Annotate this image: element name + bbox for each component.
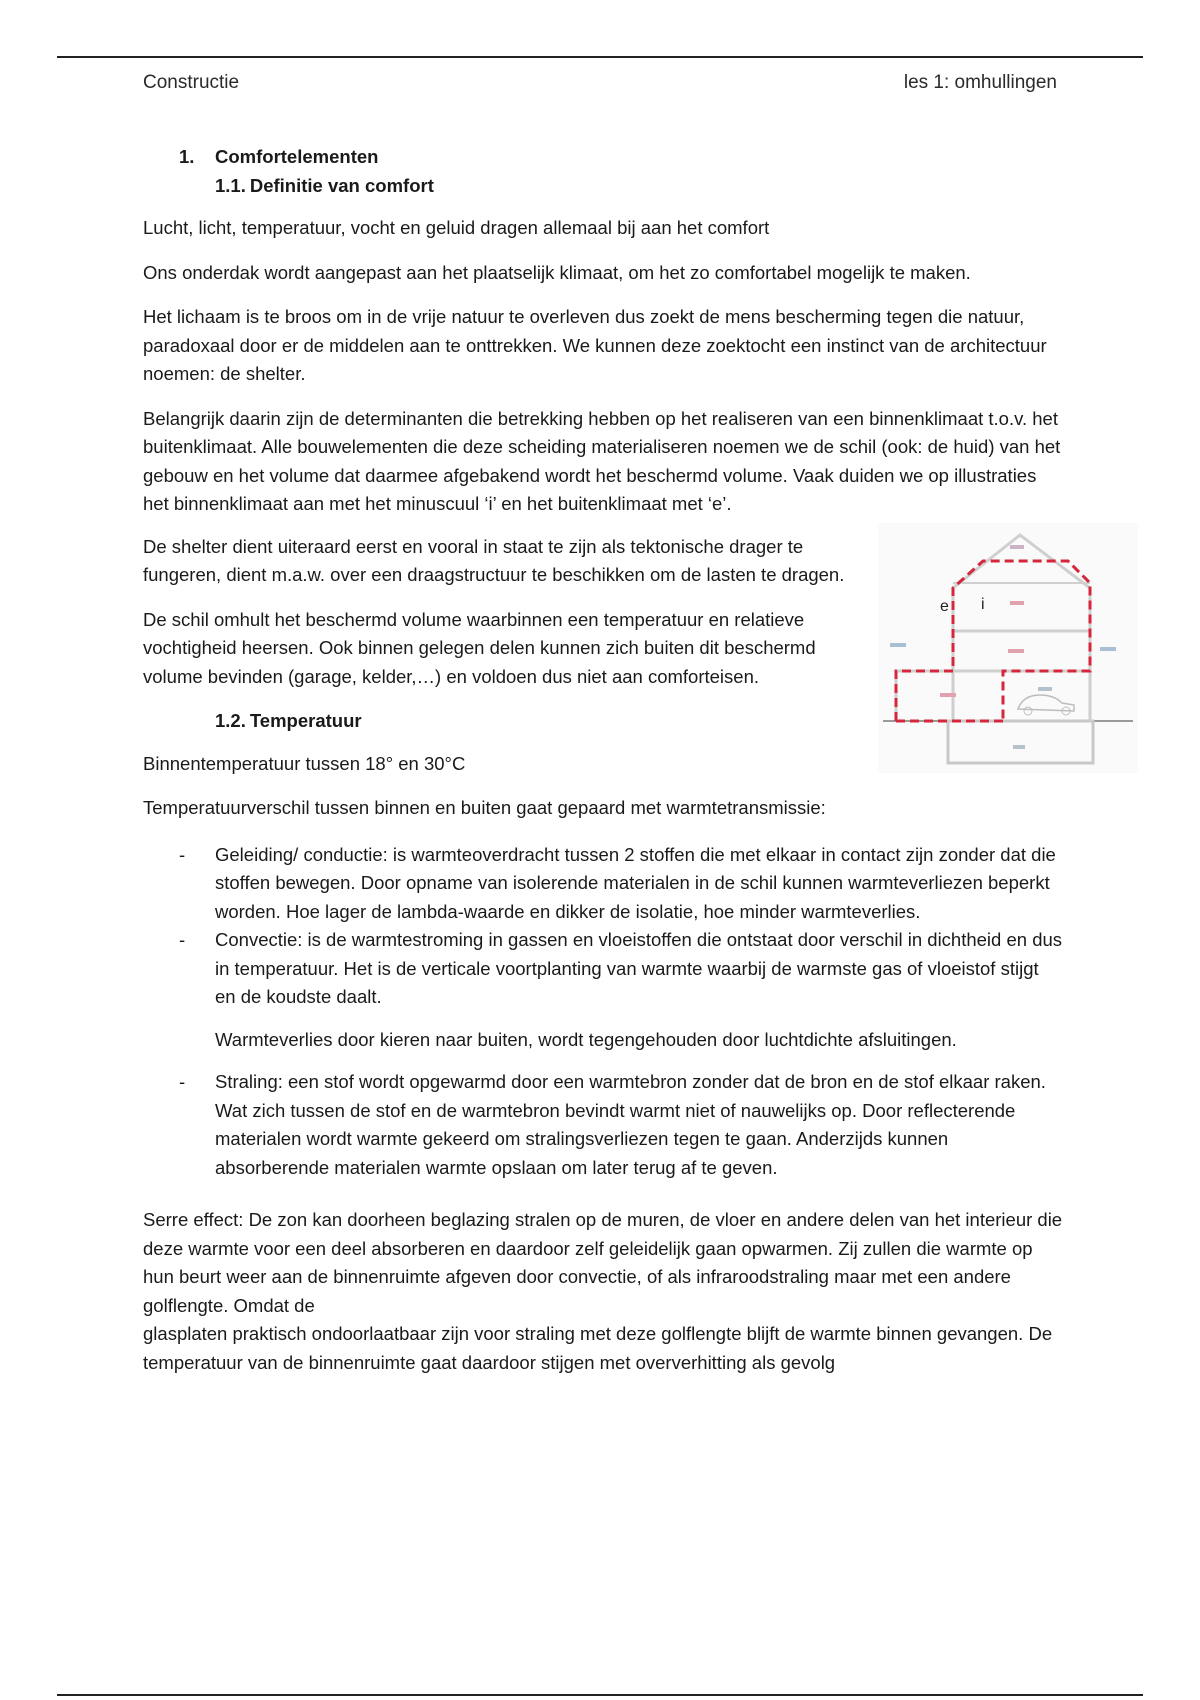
list-dash: - <box>179 843 186 865</box>
paragraph: Belangrijk daarin zijn de determinanten die betrekking hebben op het realiseren van een binnenklimaat t.o.v. het buitenklimaat. Alle bouwelementen die deze scheiding materialiseren noemen we de schil (ook: de huid) van het gebouw en het volume dat daarmee afgebakend wordt het beschermd volume. Vaak duiden we op illustraties het binnenklimaat aan met het minuscuul ‘i’ en het buitenklimaat met ‘e’. <box>143 407 1061 514</box>
heading-number: 1.2. <box>215 710 246 731</box>
list-dash: - <box>179 929 186 950</box>
paragraph: Het lichaam is te broos om in de vrije natuur te overleven dus zoekt de mens bescherming tegen die natuur, paradoxaal door er de middelen aan te onttrekken. We kunnen deze zoektocht een instinct van de architectuur noemen: de shelter. <box>143 306 1047 384</box>
label-e: e <box>940 597 949 615</box>
list-note: Warmteverlies door kieren naar buiten, wordt tegengehouden door luchtdichte afsluitingen. <box>215 1028 957 1050</box>
paragraph: Temperatuurverschil tussen binnen en buiten gaat gepaard met warmtetransmissie: <box>143 797 826 818</box>
header-course-title: Constructie <box>143 72 240 93</box>
list-item-text: Convectie: is de warmtestroming in gassen en vloeistoffen die ontstaat door verschil in dichtheid en dus in temperatuur. Het is de verticale voortplanting van warmte waarbij de warmste gas of vloeistof stijgt en de koudste daalt. <box>215 929 1063 1007</box>
paragraph: De shelter dient uiteraard eerst en vooral in staat te zijn als tektonische drager te fungeren, dient m.a.w. over een draagstructuur te beschikken om de lasten te dragen. <box>143 535 845 585</box>
paragraph: Ons onderdak wordt aangepast aan het plaatselijk klimaat, om het zo comfortabel mogelijk te maken. <box>143 261 971 283</box>
heading-number: 1.1. <box>215 174 246 196</box>
document-body <box>143 143 1063 1377</box>
list-item <box>143 1068 1063 1182</box>
list-dash: - <box>179 1071 186 1092</box>
paragraph-serre-effect <box>143 1206 1063 1377</box>
list-item <box>143 841 1063 927</box>
list-item-text: Straling: een stof wordt opgewarmd door een warmtebron zonder dat de bron en de stof elkaar raken. Wat zich tussen de stof en de warmtebron bevindt warmt niet of nauwelijks op. Door reflecterende materialen wordt warmte gekeerd om stralingsverliezen tegen te gaan. Anderzijds kunnen absorberende materialen warmte opslaan om later terug af te geven. <box>215 1071 1046 1178</box>
heading-section-1-1 <box>215 172 1063 201</box>
heading-text: Comfortelementen <box>215 146 379 167</box>
house-section-illustration <box>878 523 1138 773</box>
header-rule <box>57 56 1143 58</box>
serre-text-2: glasplaten praktisch ondoorlaatbaar zijn voor straling met deze golflengte blijft de warmte binnen gevangen. De temperatuur van de binnenruimte gaat daardoor stijgen met oververhitting als gevolg <box>143 1323 1053 1373</box>
paragraph: De schil omhult het beschermd volume waarbinnen een temperatuur en relatieve vochtigheid heersen. Ook binnen gelegen delen kunnen zich buiten dit beschermd volume bevinden (garage, kelder,…) en voldoen dus niet aan comforteisen. <box>143 608 816 687</box>
heat-transfer-list <box>143 841 1063 1012</box>
footer-rule <box>57 1694 1143 1696</box>
paragraph: Lucht, licht, temperatuur, vocht en geluid dragen allemaal bij aan het comfort <box>143 217 770 238</box>
label-i: i <box>981 595 985 613</box>
heading-text: Definitie van comfort <box>249 174 434 196</box>
shelter-figure-row <box>143 533 1063 692</box>
list-item-text: Geleiding/ conductie: is warmteoverdracht tussen 2 stoffen die met elkaar in contact zijn zonder dat die stoffen bewegen. Door opname van isolerende materialen in de schil kunnen warmteverliezen beperkt worden. Hoe lager de lambda-waarde en dikker de isolatie, hoe minder warmteverlies. <box>215 843 1056 922</box>
heading-section-1 <box>143 143 1063 172</box>
header-lesson-title: les 1: omhullingen <box>903 72 1057 93</box>
heading-text: Temperatuur <box>249 710 362 731</box>
serre-text-1: Serre effect: De zon kan doorheen beglazing stralen op de muren, de vloer en andere delen van het interieur die deze warmte voor een deel absorberen en daardoor zelf geleidelijk gaan opwarmen. Zij zullen die warmte op hun beurt weer aan de binnenruimte afgeven door convectie, of als infraroodstraling maar met een andere golflengte. Omdat de <box>143 1209 1063 1316</box>
paragraph: Binnentemperatuur tussen 18° en 30°C <box>143 752 466 774</box>
heading-number: 1. <box>179 146 195 167</box>
list-item <box>143 926 1063 1012</box>
heat-transfer-list-cont <box>143 1068 1063 1182</box>
